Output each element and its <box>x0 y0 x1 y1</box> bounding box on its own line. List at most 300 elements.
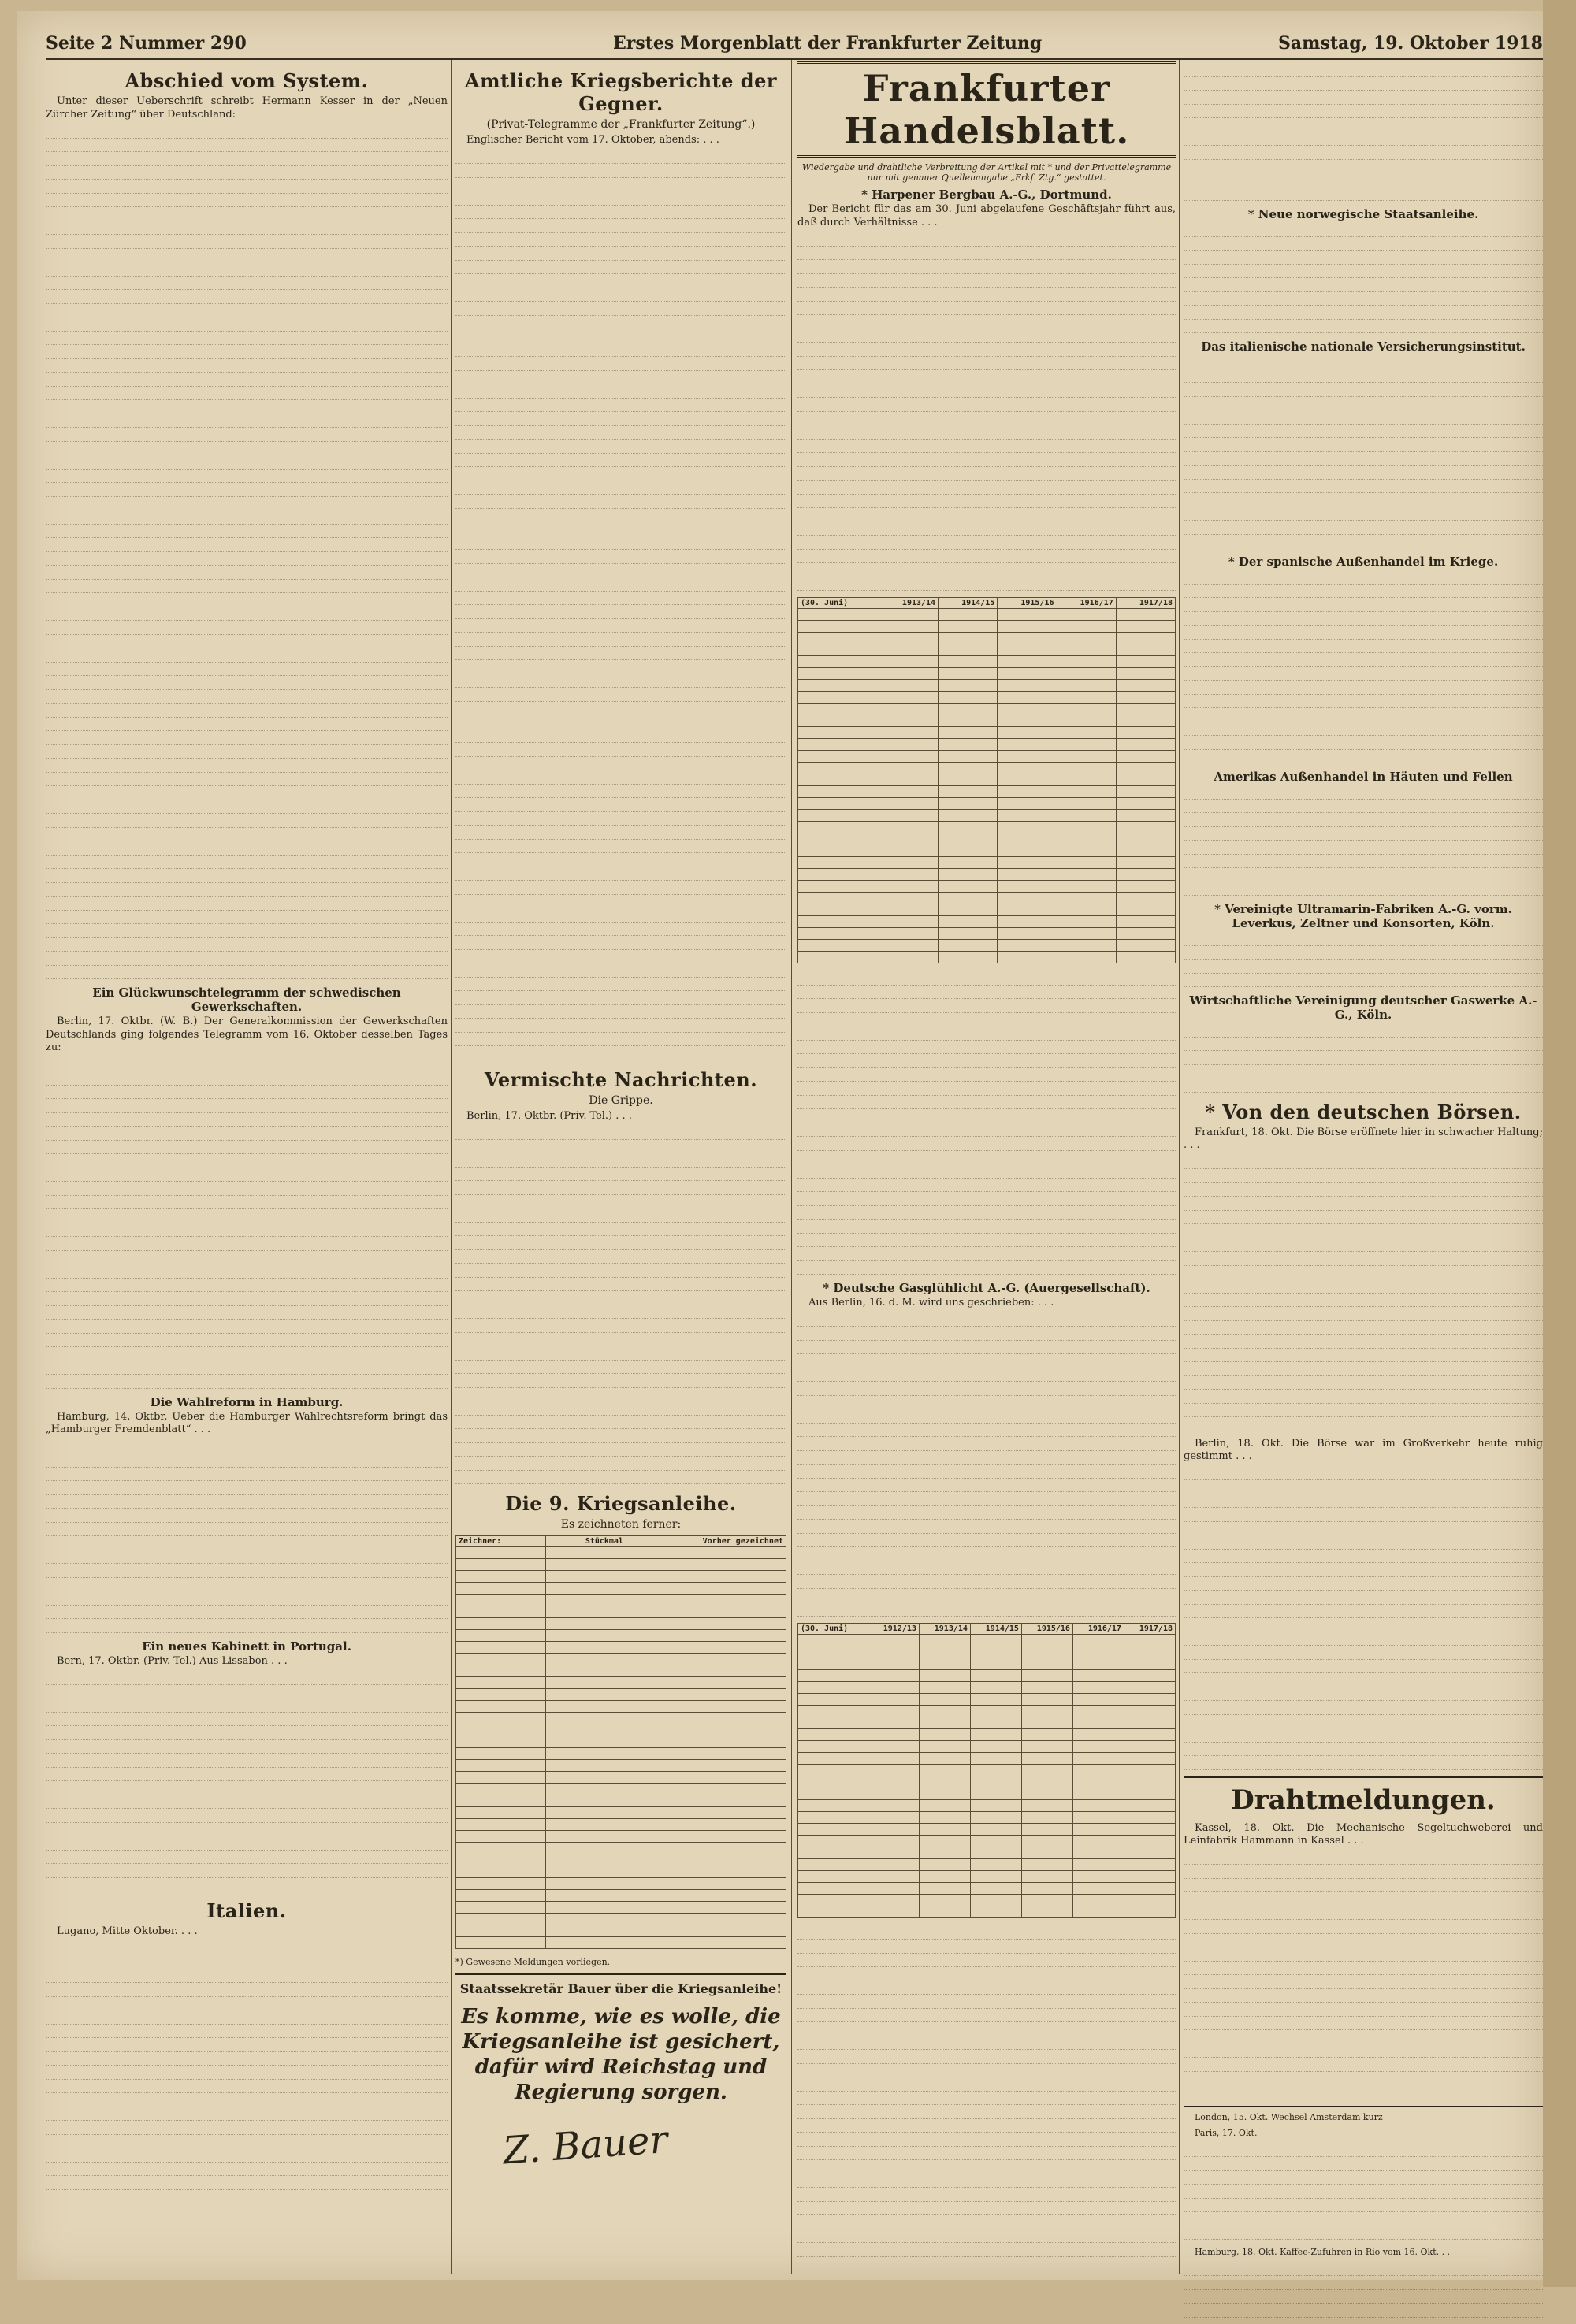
text-line <box>1184 695 1543 709</box>
article-title: * Vereinigte Ultramarin-Fabriken A.-G. vorm. Leverkus, Zeltner und Konsorten, Köln. <box>1214 902 1512 930</box>
table-cell <box>545 1748 626 1760</box>
table-cell <box>939 727 998 739</box>
divider <box>455 1973 786 1975</box>
table-row <box>456 1689 786 1701</box>
table-cell <box>868 1728 919 1740</box>
table-row <box>798 644 1176 656</box>
text-line <box>797 1575 1176 1589</box>
article-title: Ein neues Kabinett in Portugal. <box>142 1639 351 1654</box>
text-line <box>1184 480 1543 494</box>
table-cell <box>545 1890 626 1902</box>
text-line <box>1184 1687 1543 1702</box>
table-cell <box>1021 1870 1072 1882</box>
table-cell <box>798 1646 868 1658</box>
table-cell <box>970 1882 1021 1894</box>
text-line <box>46 593 448 607</box>
text-block <box>1184 63 1543 201</box>
text-line <box>797 1068 1176 1082</box>
table-row <box>798 1788 1176 1799</box>
table-cell <box>545 1665 626 1677</box>
section-masthead: Frankfurter Handelsblatt. <box>797 61 1176 158</box>
text-line <box>455 191 786 206</box>
text-line <box>46 814 448 828</box>
section-title: Drahtmeldungen. <box>1231 1784 1496 1816</box>
table-cell <box>1116 668 1175 680</box>
table-cell <box>1116 763 1175 774</box>
text-line <box>46 470 448 484</box>
text-line <box>797 1151 1176 1165</box>
table-row <box>456 1795 786 1807</box>
text-line <box>797 1234 1176 1248</box>
table-cell <box>798 857 879 869</box>
text-line <box>455 715 786 729</box>
table-cell <box>626 1843 786 1854</box>
text-line <box>46 1154 448 1168</box>
article-title: Das italienische nationale Versicherungsinstitut. <box>1201 340 1526 354</box>
table-row <box>798 763 1176 774</box>
table-cell <box>879 940 938 952</box>
page-edge <box>1543 0 1576 2287</box>
table-cell <box>1124 1870 1175 1882</box>
text-line <box>1184 91 1543 105</box>
article-title: * Harpener Bergbau A.-G., Dortmund. <box>861 187 1112 202</box>
text-line <box>46 345 448 359</box>
table-cell <box>545 1713 626 1724</box>
text-line <box>46 911 448 925</box>
text-line <box>455 1033 786 1047</box>
table-cell <box>456 1784 546 1795</box>
text-line <box>797 1940 1176 1954</box>
text-line <box>797 329 1176 343</box>
table-cell <box>456 1595 546 1606</box>
text-line <box>1184 2304 1543 2318</box>
text-line <box>797 384 1176 399</box>
text-line <box>46 221 448 236</box>
table-row <box>798 1693 1176 1705</box>
text-line <box>797 508 1176 522</box>
table-cell <box>998 739 1057 751</box>
text-line <box>1184 292 1543 306</box>
text-line <box>46 635 448 649</box>
text-line <box>455 950 786 964</box>
table-cell <box>1116 893 1175 904</box>
text-line <box>46 1591 448 1606</box>
table-cell <box>1057 692 1116 704</box>
table-row <box>456 1559 786 1571</box>
article-title: Amerikas Außenhandel in Häuten und Fellen <box>1214 770 1513 784</box>
table-cell <box>998 810 1057 822</box>
table-header: 1913/14 <box>879 598 938 609</box>
table-cell <box>545 1654 626 1665</box>
text-line <box>455 1471 786 1485</box>
table-cell <box>998 893 1057 904</box>
table-cell <box>626 1606 786 1618</box>
table-cell <box>998 952 1057 963</box>
table-cell <box>868 1658 919 1669</box>
table-cell <box>626 1713 786 1724</box>
table-cell <box>456 1854 546 1866</box>
table-cell <box>1057 798 1116 810</box>
text-line <box>797 357 1176 371</box>
table-cell <box>1057 656 1116 668</box>
table-cell <box>1124 1740 1175 1752</box>
table-cell <box>1124 1681 1175 1693</box>
table-cell <box>998 727 1057 739</box>
table-header: 1915/16 <box>998 598 1057 609</box>
table-cell <box>879 609 938 621</box>
table-cell <box>1072 1717 1124 1728</box>
text-line <box>46 2093 448 2107</box>
table-cell <box>879 644 938 656</box>
text-line <box>1184 1156 1543 1170</box>
table-cell <box>1057 952 1116 963</box>
table-cell <box>1057 644 1116 656</box>
text-line <box>797 2119 1176 2133</box>
text-line <box>1184 2030 1543 2044</box>
text-line <box>455 467 786 481</box>
text-line <box>455 1374 786 1388</box>
text-line <box>1184 2276 1543 2290</box>
text-line <box>46 525 448 539</box>
table-cell <box>545 1854 626 1866</box>
text-block <box>1184 570 1543 763</box>
text-line <box>1184 1879 1543 1893</box>
table-cell <box>919 1799 970 1811</box>
table-cell <box>545 1547 626 1559</box>
table-cell <box>998 857 1057 869</box>
table-cell <box>1057 763 1116 774</box>
table-cell <box>798 715 879 727</box>
table-row <box>798 1705 1176 1717</box>
text-line <box>455 399 786 413</box>
table-cell <box>798 869 879 881</box>
table-row <box>798 739 1176 751</box>
table-cell <box>456 1866 546 1878</box>
table-cell <box>919 1811 970 1823</box>
table-cell <box>939 739 998 751</box>
table-row <box>798 609 1176 621</box>
table-cell <box>1124 1823 1175 1835</box>
text-line <box>1184 535 1543 549</box>
text-line <box>46 1168 448 1182</box>
table-cell <box>879 680 938 692</box>
text-line <box>46 1942 448 1956</box>
table-cell <box>626 1902 786 1914</box>
table-cell <box>545 1618 626 1630</box>
text-line <box>797 495 1176 509</box>
text-block <box>797 1926 1176 2257</box>
text-line <box>46 897 448 911</box>
table-cell <box>919 1681 970 1693</box>
table-cell <box>456 1890 546 1902</box>
text-block <box>455 150 786 1060</box>
table-cell <box>1057 786 1116 798</box>
table-cell <box>970 1658 1021 1669</box>
text-line <box>797 1082 1176 1096</box>
text-line <box>797 1109 1176 1123</box>
text-line <box>797 2188 1176 2202</box>
text-line <box>46 759 448 773</box>
table-cell <box>970 1811 1021 1823</box>
table-row <box>798 1835 1176 1847</box>
table-cell <box>868 1906 919 1917</box>
text-line <box>1184 146 1543 160</box>
table-cell <box>879 893 938 904</box>
text-line <box>46 1209 448 1223</box>
table-cell <box>1116 810 1175 822</box>
text-line <box>46 663 448 677</box>
text-line <box>46 2121 448 2135</box>
text-line <box>455 812 786 826</box>
text-line <box>46 1713 448 1727</box>
text-block <box>46 1440 448 1633</box>
text-line <box>1184 452 1543 466</box>
table-row <box>798 1882 1176 1894</box>
text-line <box>797 999 1176 1013</box>
text-line <box>46 938 448 952</box>
article-text: Berlin, 17. Oktbr. (Priv.-Tel.) . . . <box>466 1109 632 1122</box>
text-line <box>797 1492 1176 1506</box>
table-cell <box>456 1748 546 1760</box>
text-block <box>46 1942 448 2190</box>
text-line <box>1184 1962 1543 1976</box>
table-cell <box>970 1752 1021 1764</box>
text-line <box>455 798 786 812</box>
text-line <box>455 1046 786 1060</box>
text-line <box>797 2036 1176 2051</box>
text-line <box>797 467 1176 481</box>
table-cell <box>1116 692 1175 704</box>
table-cell <box>970 1669 1021 1681</box>
table-row <box>798 881 1176 893</box>
text-line <box>1184 1646 1543 1660</box>
table-cell <box>1072 1823 1124 1835</box>
table-cell <box>626 1630 786 1642</box>
text-line <box>46 745 448 759</box>
text-line <box>1184 2003 1543 2017</box>
table-cell <box>456 1807 546 1819</box>
paper-title: Erstes Morgenblatt der Frankfurter Zeitung <box>613 33 1043 54</box>
table-cell <box>998 881 1057 893</box>
text-line <box>797 2105 1176 2119</box>
table-cell <box>939 774 998 786</box>
article-title: * Deutsche Gasglühlicht A.-G. (Auergesellschaft). <box>823 1281 1150 1295</box>
text-line <box>1184 585 1543 599</box>
table-cell <box>456 1914 546 1925</box>
table-cell <box>798 845 879 857</box>
table-cell <box>1057 904 1116 916</box>
table-cell <box>456 1559 546 1571</box>
article-text: Unter dieser Ueberschrift schreibt Hermann Kesser in der „Neuen Zürcher Zeitung“ über Deutschland: <box>46 95 448 121</box>
text-line <box>455 412 786 426</box>
table-cell <box>1021 1728 1072 1740</box>
text-line <box>46 1361 448 1375</box>
table-cell <box>1072 1906 1124 1917</box>
table-cell <box>1124 1764 1175 1776</box>
table-cell <box>1124 1728 1175 1740</box>
text-line <box>46 359 448 373</box>
table-cell <box>1116 928 1175 940</box>
text-line <box>797 536 1176 550</box>
table-cell <box>545 1784 626 1795</box>
table-cell <box>456 1925 546 1937</box>
table-cell <box>798 609 879 621</box>
table-cell <box>1021 1717 1072 1728</box>
article-title: Ein Glückwunschtelegramm der schwedischen Gewerkschaften. <box>92 986 401 1014</box>
table-cell <box>626 1689 786 1701</box>
table-cell <box>939 833 998 845</box>
text-line <box>797 1247 1176 1261</box>
table-cell <box>798 739 879 751</box>
table-cell <box>998 833 1057 845</box>
table-cell <box>868 1847 919 1858</box>
table-cell <box>626 1701 786 1713</box>
table-cell <box>1021 1740 1072 1752</box>
table-cell <box>798 1693 868 1705</box>
table-cell <box>919 1658 970 1669</box>
table-row <box>798 952 1176 963</box>
text-line <box>46 1279 448 1293</box>
table-cell <box>626 1654 786 1665</box>
table-cell <box>545 1795 626 1807</box>
text-line <box>455 247 786 261</box>
text-line <box>1184 369 1543 384</box>
table-cell <box>1124 1634 1175 1646</box>
divider <box>1184 2106 1543 2107</box>
table-cell <box>1021 1646 1072 1658</box>
text-line <box>797 1206 1176 1220</box>
text-line <box>1184 1065 1543 1079</box>
text-line <box>1184 1989 1543 2003</box>
text-line <box>797 1261 1176 1275</box>
table-cell <box>1057 774 1116 786</box>
table-cell <box>998 916 1057 928</box>
table-cell <box>1116 715 1175 727</box>
table-cell <box>919 1894 970 1906</box>
table-cell <box>1072 1740 1124 1752</box>
text-line <box>455 1236 786 1250</box>
text-line <box>1184 132 1543 147</box>
text-line <box>46 1182 448 1196</box>
table-cell <box>939 668 998 680</box>
table-cell <box>545 1878 626 1890</box>
text-line <box>455 978 786 992</box>
text-line <box>1184 1535 1543 1550</box>
table-cell <box>1057 727 1116 739</box>
text-line <box>1184 425 1543 439</box>
text-line <box>46 2010 448 2025</box>
article-title: Wirtschaftliche Vereinigung deutscher Gaswerke A.-G., Köln. <box>1189 993 1537 1022</box>
table-cell <box>939 822 998 833</box>
table-row <box>798 1764 1176 1776</box>
text-line <box>1184 960 1543 974</box>
text-line <box>455 481 786 496</box>
table-cell <box>1124 1646 1175 1658</box>
table-cell <box>939 881 998 893</box>
table-cell <box>970 1799 1021 1811</box>
table-cell <box>1057 916 1116 928</box>
text-line <box>455 343 786 358</box>
text-line <box>46 317 448 332</box>
text-line <box>455 1005 786 1019</box>
table-cell <box>798 763 879 774</box>
table-cell <box>545 1559 626 1571</box>
text-line <box>46 580 448 594</box>
table-row <box>456 1807 786 1819</box>
text-line <box>1184 1321 1543 1335</box>
table-cell <box>798 704 879 715</box>
table-body <box>798 609 1176 963</box>
subscription-table <box>455 1535 786 1949</box>
text-line <box>46 2038 448 2052</box>
table-row <box>798 810 1176 822</box>
table-cell <box>998 774 1057 786</box>
column-4 <box>1184 61 1543 2324</box>
table-cell <box>998 928 1057 940</box>
column-1 <box>46 61 448 2196</box>
text-line <box>1184 946 1543 960</box>
table-cell <box>1072 1693 1124 1705</box>
text-line <box>46 1375 448 1389</box>
table-cell <box>626 1665 786 1677</box>
text-line <box>797 2229 1176 2244</box>
masthead-note: Wiedergabe und drahtliche Verbreitung der Artikel mit * und der Privattelegramme nur mit genauer Quellenangabe „Frkf. Ztg.“ gestattet. <box>801 162 1172 183</box>
text-line <box>1184 2144 1543 2158</box>
table-cell <box>545 1937 626 1949</box>
text-line <box>1184 251 1543 265</box>
table-cell <box>939 704 998 715</box>
table-cell <box>879 621 938 633</box>
text-line <box>46 1264 448 1279</box>
text-line <box>455 895 786 909</box>
table-row <box>798 1776 1176 1788</box>
text-line <box>455 1388 786 1402</box>
table-cell <box>970 1764 1021 1776</box>
table-cell <box>456 1772 546 1784</box>
table-cell <box>939 952 998 963</box>
text-line <box>1184 841 1543 855</box>
table-cell <box>868 1764 919 1776</box>
text-line <box>1184 868 1543 882</box>
text-line <box>797 247 1176 261</box>
table-cell <box>970 1788 1021 1799</box>
text-line <box>455 1361 786 1375</box>
text-line <box>1184 1591 1543 1605</box>
table-row <box>798 621 1176 633</box>
text-line <box>1184 882 1543 897</box>
text-line <box>1184 507 1543 522</box>
text-line <box>1184 1238 1543 1253</box>
table-cell <box>626 1914 786 1925</box>
text-line <box>1184 708 1543 722</box>
table-cell <box>879 798 938 810</box>
text-line <box>1184 1892 1543 1906</box>
text-line <box>1184 2290 1543 2304</box>
text-line <box>46 1768 448 1782</box>
divider <box>1184 1776 1543 1778</box>
text-line <box>455 633 786 647</box>
text-line <box>455 178 786 192</box>
market-line: London, 15. Okt. Wechsel Amsterdam kurz <box>1195 2111 1383 2122</box>
text-line <box>1184 2017 1543 2031</box>
table-cell <box>998 904 1057 916</box>
table-cell <box>919 1788 970 1799</box>
table-cell <box>798 798 879 810</box>
table-cell <box>1116 621 1175 633</box>
text-line <box>797 2243 1176 2257</box>
table-row <box>456 1630 786 1642</box>
text-line <box>1184 1417 1543 1431</box>
